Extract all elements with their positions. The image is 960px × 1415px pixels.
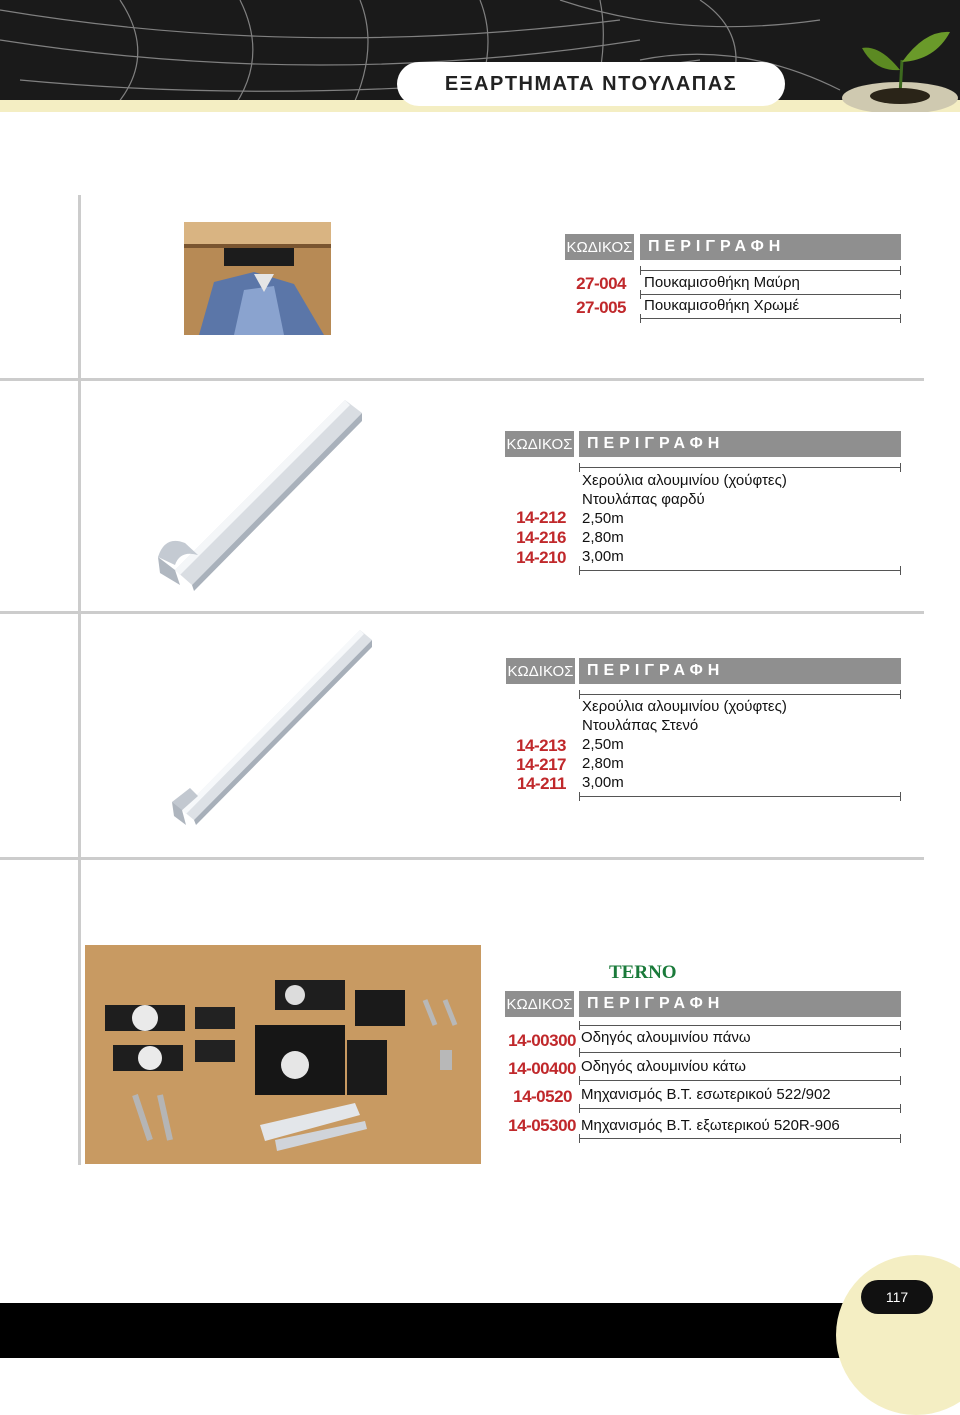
description-line: 3,00m [582, 774, 624, 791]
product-code: 14-05300 [508, 1116, 576, 1135]
wide-aluminium-handle-photo [140, 385, 365, 600]
code-header: ΚΩΔΙΚΟΣ [565, 234, 634, 260]
product-description: Πουκαμισοθήκη Χρωμέ [644, 297, 800, 314]
product-code: 14-212 [516, 508, 566, 527]
product-code: 14-210 [516, 548, 566, 567]
product-code: 27-004 [576, 274, 626, 293]
product-code-list [500, 508, 566, 568]
row-rule [640, 270, 901, 271]
product-code: 14-211 [517, 774, 566, 793]
description-line: 2,50m [582, 510, 624, 527]
description-header: ΠΕΡΙΓΡΑΦΗ [640, 234, 901, 260]
row-rule [640, 318, 901, 319]
row-rule [579, 1108, 901, 1109]
product-code: 14-213 [516, 736, 566, 755]
row-rule [579, 467, 901, 468]
footer-corner-decoration [836, 1255, 960, 1415]
description-line: Χερούλια αλουμινίου (χούφτες) [582, 698, 787, 715]
product-description [582, 471, 787, 566]
product-description: Μηχανισμός Β.Τ. εξωτερικού 520R-906 [581, 1117, 840, 1134]
page-title-pill [397, 62, 785, 106]
product-description: Μηχανισμός Β.Τ. εσωτερικού 522/902 [581, 1086, 831, 1103]
row-rule [579, 694, 901, 695]
product-code: 14-0520 [513, 1087, 572, 1106]
product-description: Πουκαμισοθήκη Μαύρη [644, 274, 800, 291]
description-line: Χερούλια αλουμινίου (χούφτες) [582, 472, 787, 489]
description-line: Ντουλάπας φαρδύ [582, 491, 705, 508]
product-description: Οδηγός αλουμινίου πάνω [581, 1029, 751, 1046]
product-description [582, 697, 787, 792]
product-description: Οδηγός αλουμινίου κάτω [581, 1058, 747, 1075]
row-rule [579, 1025, 901, 1026]
product-code: 27-005 [576, 298, 626, 317]
narrow-aluminium-handle-photo [160, 620, 375, 835]
shirt-rack-photo [184, 222, 331, 335]
row-rule [579, 1138, 901, 1139]
row-rule [579, 1052, 901, 1053]
vertical-divider [78, 195, 81, 1165]
sliding-door-hardware-photo [85, 945, 481, 1164]
section-divider-1 [0, 378, 924, 381]
page-title: ΕΞΑΡΤΗΜΑΤΑ ΝΤΟΥΛΑΠΑΣ [444, 72, 738, 95]
code-header: ΚΩΔΙΚΟΣ [505, 431, 574, 457]
code-header: ΚΩΔΙΚΟΣ [506, 658, 575, 684]
section-divider-2 [0, 611, 924, 614]
product-code: 14-00400 [508, 1059, 576, 1078]
product-code: 14-00300 [508, 1031, 576, 1050]
description-line: 2,80m [582, 755, 624, 772]
code-header: ΚΩΔΙΚΟΣ [505, 991, 574, 1017]
page-number: 117 [861, 1280, 933, 1314]
description-header: ΠΕΡΙΓΡΑΦΗ [579, 991, 901, 1017]
plant-icon [840, 0, 960, 112]
description-line: 2,80m [582, 529, 624, 546]
description-header: ΠΕΡΙΓΡΑΦΗ [579, 658, 901, 684]
description-line: 2,50m [582, 736, 624, 753]
footer-band [0, 1303, 960, 1358]
description-line: Ντουλάπας Στενό [582, 717, 699, 734]
product-code: 14-216 [516, 528, 566, 547]
row-rule [640, 294, 901, 295]
brand-label: TERNO [609, 962, 677, 983]
header-banner [0, 0, 960, 112]
row-rule [579, 570, 901, 571]
description-header: ΠΕΡΙΓΡΑΦΗ [579, 431, 901, 457]
row-rule [579, 796, 901, 797]
row-rule [579, 1080, 901, 1081]
product-code-list [500, 736, 566, 793]
description-line: 3,00m [582, 548, 624, 565]
section-divider-3 [0, 857, 924, 860]
product-code: 14-217 [516, 755, 566, 774]
